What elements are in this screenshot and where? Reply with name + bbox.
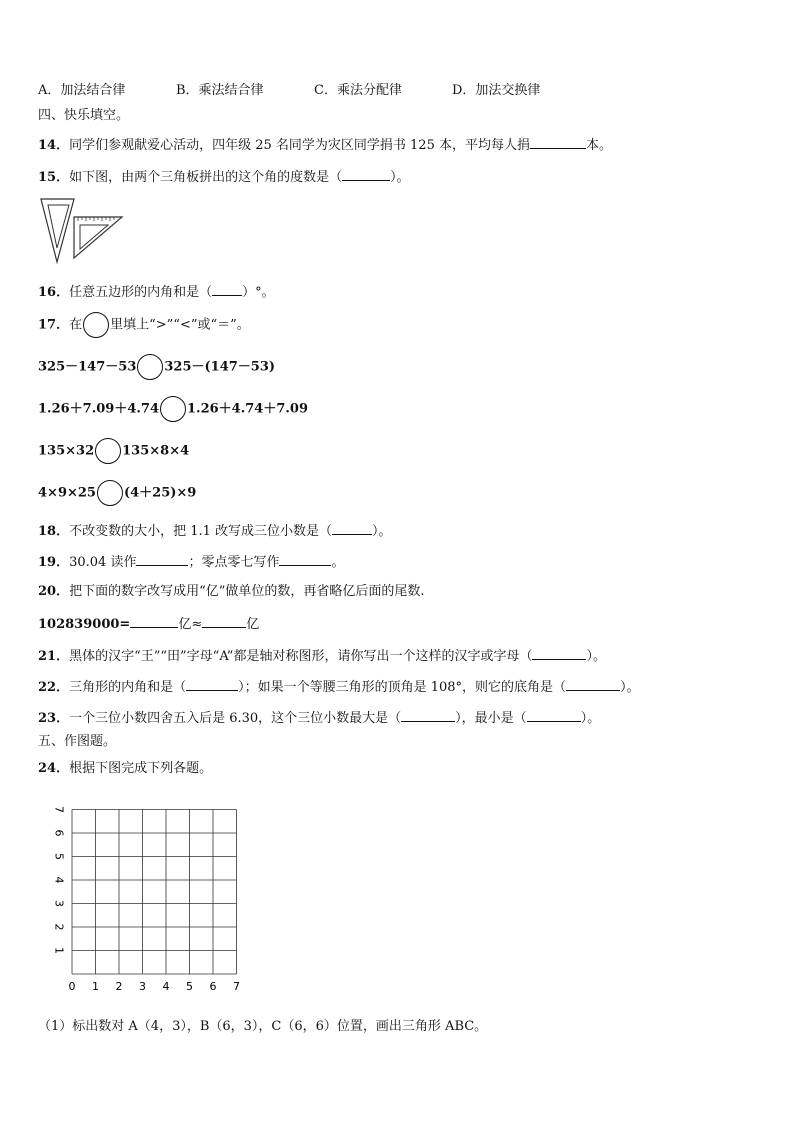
section-4-heading: 四、快乐填空。 xyxy=(38,108,130,123)
q23-tail: ）。 xyxy=(580,711,601,726)
q20-tail: 亿 xyxy=(246,617,260,632)
compare-row-4 xyxy=(38,480,196,507)
q17-circle-sample xyxy=(83,312,109,338)
q18-tail: ）。 xyxy=(372,524,392,539)
options-row xyxy=(38,82,758,100)
set-square-2-inner xyxy=(80,225,108,249)
question-18 xyxy=(38,520,392,541)
q19-text: 30.04 读作 xyxy=(69,555,137,570)
q24-text: 根据下图完成下列各题。 xyxy=(69,761,213,776)
question-24-part-1: （1）标出数对 A（4，3），B（6，3），C（6，6）位置，画出三角形 ABC。 xyxy=(38,1019,488,1034)
y-tick-label: 7 xyxy=(52,806,66,813)
question-24 xyxy=(38,760,212,778)
question-14 xyxy=(38,134,612,155)
q22-blank-2[interactable] xyxy=(566,676,620,691)
q22-number: 22． xyxy=(38,680,70,695)
q20-number: 20． xyxy=(38,584,70,599)
set-square-2 xyxy=(74,217,122,258)
x-tick-label: 7 xyxy=(233,980,240,993)
y-tick-label: 1 xyxy=(52,947,66,954)
q22-blank-1[interactable] xyxy=(186,676,238,691)
q21-number: 21． xyxy=(38,649,70,664)
q18-blank[interactable] xyxy=(332,520,372,535)
y-tick-label: 3 xyxy=(52,900,66,907)
q24-number: 24． xyxy=(38,761,70,776)
q23-mid: ），最小是（ xyxy=(455,711,527,726)
y-tick-label: 4 xyxy=(52,876,66,884)
q23-blank-1[interactable] xyxy=(401,707,455,722)
q20-blank-2[interactable] xyxy=(202,613,246,628)
q20-blank-1[interactable] xyxy=(130,613,178,628)
q21-text: 黑体的汉字“王”“田”字母“A”都是轴对称图形，请你写出一个这样的汉字或字母（ xyxy=(69,649,533,664)
compare-4-circle[interactable] xyxy=(97,480,123,506)
q23-text: 一个三位小数四舍五入后是 6.30，这个三位小数最大是（ xyxy=(69,711,402,726)
q23-blank-2[interactable] xyxy=(527,707,581,722)
q15-number: 15． xyxy=(38,170,70,185)
option-b: B．乘法结合律 xyxy=(176,83,264,98)
question-16 xyxy=(38,281,275,302)
x-tick-label: 3 xyxy=(139,980,146,993)
q20-text: 把下面的数字改写成用“亿”做单位的数，再省略亿后面的尾数. xyxy=(69,584,425,599)
x-tick-label: 1 xyxy=(92,980,99,993)
x-tick-label: 5 xyxy=(186,980,193,993)
question-22 xyxy=(38,676,640,697)
q14-blank[interactable] xyxy=(530,134,586,149)
compare-3-circle[interactable] xyxy=(95,438,121,464)
option-c: C．乘法分配律 xyxy=(314,83,402,98)
q15-tail: ）。 xyxy=(390,170,410,185)
q15-blank[interactable] xyxy=(342,166,390,181)
compare-2-right: 1.26＋4.74＋7.09 xyxy=(187,401,308,417)
set-squares-figure xyxy=(38,196,126,266)
compare-row-1 xyxy=(38,354,275,381)
x-tick-label: 4 xyxy=(162,980,170,993)
q19-number: 19． xyxy=(38,555,70,570)
compare-2-left: 1.26＋7.09＋4.74 xyxy=(38,401,159,417)
x-tick-label: 2 xyxy=(115,980,123,993)
q18-text: 不改变数的大小，把 1.1 改写成三位小数是（ xyxy=(69,524,333,539)
q20-expression xyxy=(38,613,259,634)
question-15 xyxy=(38,166,410,187)
q14-number: 14． xyxy=(38,138,70,153)
question-17 xyxy=(38,312,250,339)
section-5-heading: 五、作图题。 xyxy=(38,734,117,749)
coordinate-grid[interactable] xyxy=(50,806,250,998)
question-20 xyxy=(38,583,425,601)
compare-1-right: 325－(147－53) xyxy=(164,359,276,375)
q19-blank-1[interactable] xyxy=(136,551,188,566)
set-square-1-inner xyxy=(48,205,69,248)
q23-number: 23． xyxy=(38,711,70,726)
y-tick-label: 6 xyxy=(52,829,66,837)
compare-1-circle[interactable] xyxy=(137,354,163,380)
q17-number: 17． xyxy=(38,317,70,333)
question-23 xyxy=(38,707,600,728)
y-tick-label: 5 xyxy=(52,853,66,860)
option-a: A．加法结合律 xyxy=(38,83,126,98)
option-d: D．加法交换律 xyxy=(452,83,541,98)
q14-tail: 本。 xyxy=(585,138,612,153)
y-tick-label: 2 xyxy=(52,923,66,931)
question-19 xyxy=(38,551,344,572)
q19-tail: 。 xyxy=(331,555,345,570)
compare-2-circle[interactable] xyxy=(160,396,186,422)
q16-number: 16． xyxy=(38,285,70,300)
q15-text: 如下图，由两个三角板拼出的这个角的度数是（ xyxy=(69,170,343,185)
q16-text: 任意五边形的内角和是（ xyxy=(69,285,213,300)
q18-number: 18． xyxy=(38,524,70,539)
set-square-1 xyxy=(41,199,74,262)
x-tick-label: 6 xyxy=(209,980,217,993)
q21-blank[interactable] xyxy=(532,645,586,660)
compare-row-2 xyxy=(38,396,308,423)
q22-mid: ）；如果一个等腰三角形的顶角是 108°，则它的底角是（ xyxy=(238,680,567,695)
compare-3-right: 135×8×4 xyxy=(122,443,190,459)
q22-text: 三角形的内角和是（ xyxy=(69,680,187,695)
compare-row-3 xyxy=(38,438,189,465)
q22-tail: ）。 xyxy=(620,680,640,695)
compare-1-left: 325－147－53 xyxy=(38,359,137,375)
q16-blank[interactable] xyxy=(212,281,242,296)
question-21 xyxy=(38,645,606,666)
q17-pre: 在 xyxy=(69,317,83,333)
q16-tail: ）°。 xyxy=(242,285,275,300)
compare-3-left: 135×32 xyxy=(38,443,95,459)
x-tick-label: 0 xyxy=(68,980,76,993)
ruler-ticks xyxy=(78,217,114,221)
q14-text: 同学们参观献爱心活动，四年级 25 名同学为灾区同学捐书 125 本，平均每人捐 xyxy=(69,138,530,153)
q17-text: 里填上“>”“<”或“＝”。 xyxy=(110,317,250,333)
q20-expr: 102839000= xyxy=(38,617,131,632)
q19-mid: ；零点零七写作 xyxy=(188,555,280,570)
compare-4-left: 4×9×25 xyxy=(38,485,96,501)
q19-blank-2[interactable] xyxy=(279,551,331,566)
compare-4-right: (4＋25)×9 xyxy=(123,485,197,501)
q21-tail: ）。 xyxy=(586,649,606,664)
q20-mid: 亿≈ xyxy=(178,617,203,632)
